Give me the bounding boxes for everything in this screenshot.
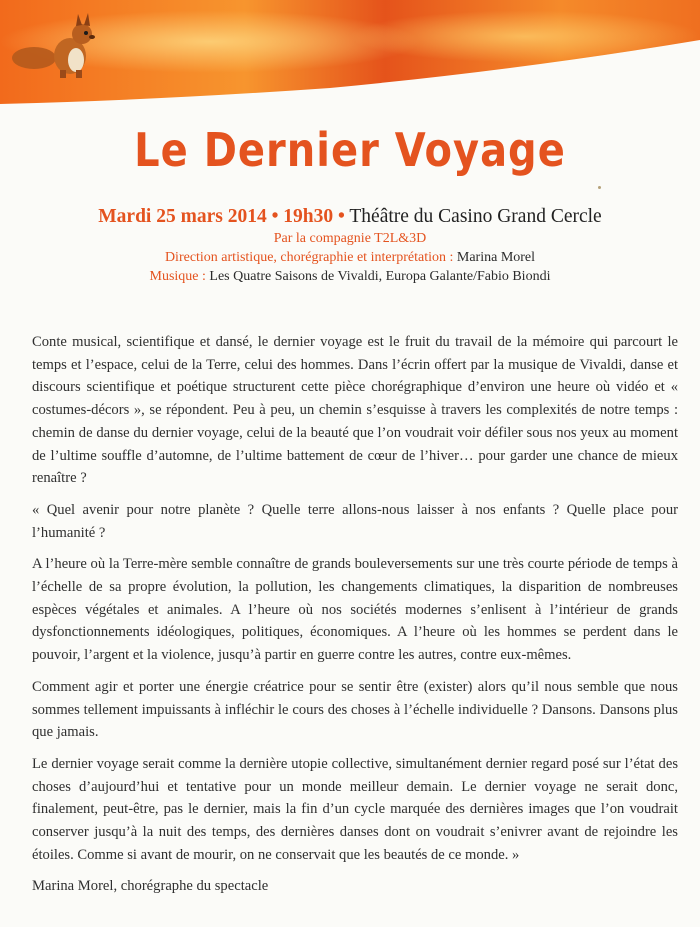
paragraph: A l’heure où la Terre-mère semble connaître de grands bouleversements sur une très courte période de temps à l’échelle de sa propre évolution, la pollution, les changements climatiques, la disparition de nombreuses espèces végétales et animales. A l’heure où nos sociétés modernes s’enlisent à l’intérieur de grands dysfonctionnements idéologiques, politiques, économiques. A l’heure où les hommes se perdent dans le pouvoir, l’argent et la violence, jusqu’à partir en guerre contre les autres, contre eux-mêmes. [32, 556, 678, 664]
separator-bullet: • [338, 206, 345, 227]
direction-value: Marina Morel [456, 250, 536, 265]
paragraph: Comment agir et porter une énergie créatrice pour se sentir être (exister) alors qu’il nous semble que nous sommes tellement impuissants à infléchir le cours des choses à l’échelle individuelle ? Dansons. Dansons plus que jamais. [32, 678, 678, 741]
event-time: 19h30 [283, 206, 334, 227]
music-label: Musique : [149, 269, 206, 284]
direction-credit [0, 248, 700, 267]
signature: Marina Morel, chorégraphe du spectacle [32, 878, 269, 895]
event-details [0, 205, 700, 286]
header-banner [0, 0, 700, 106]
event-date-line [0, 205, 700, 229]
separator-bullet: • [271, 206, 279, 227]
company-credit [0, 229, 700, 248]
paragraph: « Quel avenir pour notre planète ? Quelle terre allons-nous laisser à nos enfants ? Quelle place pour l’humanité ? [32, 501, 678, 541]
event-venue: Théâtre du Casino Grand Cercle [349, 206, 602, 227]
music-credit [0, 267, 700, 286]
page-title: Le Dernier Voyage [134, 124, 566, 178]
event-date: Mardi 25 mars 2014 [98, 206, 267, 227]
paragraph: Le dernier voyage serait comme la dernière utopie collective, simultanément dernier regard posé sur l’état des choses d’aujourd’hui et tentative pour un monde meilleur demain. Le dernier voyage ne serait donc, finalement, peut-être, pas le dernier, mais la fin d’un cycle marquée des dernières images que l’on voudrait conserver jusqu’à la nuit des temps, des dernières danses dont on voudrait s’enivrer avant de rejoindre les étoiles. Comme si avant de mourir, on ne conservait que les beautés de ce monde. » [32, 755, 678, 863]
paragraph: Conte musical, scientifique et dansé, le dernier voyage est le fruit du travail de la mémoire qui parcourt le temps et l’espace, celui de la Terre, celui des hommes. Dans l’écrin offert par la musique de Vivaldi, danse et discours scientifique et poétique structurent cette pièce chorégraphique d’environ une heure où vidéo et « costumes-décors », se répondent. Peu à peu, un chemin s’esquisse à travers les complexités de notre temps : chemin de danse du dernier voyage, celui de la beauté que l’on voudrait voir défiler sous nos yeux au moment de l’ultime souffle d’automne, de l’ultime battement de cœur de l’hiver… pour garder une chance de mieux renaître ? [32, 334, 678, 487]
article-body [32, 331, 678, 907]
music-value: Les Quatre Saisons de Vivaldi, Europa Galante/Fabio Biondi [209, 269, 551, 284]
direction-label: Direction artistique, chorégraphie et interprétation : [164, 250, 454, 265]
company-label: Par la compagnie T2L&3D [273, 231, 427, 246]
print-speck [598, 186, 601, 189]
